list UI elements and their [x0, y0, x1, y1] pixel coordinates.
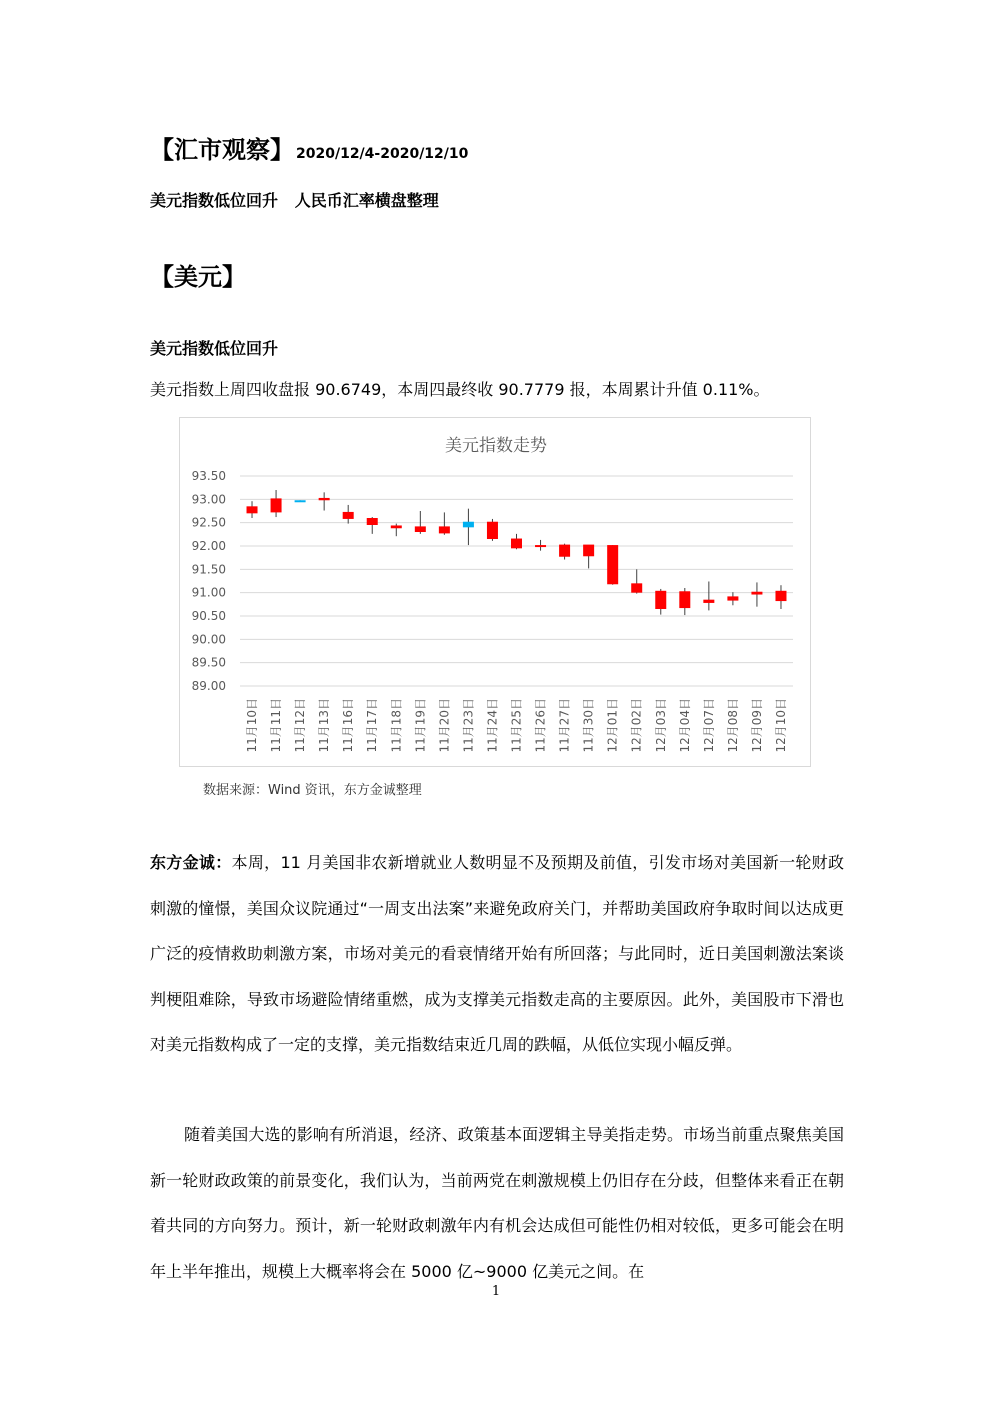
candle-body	[391, 525, 402, 528]
candle-body	[295, 500, 306, 502]
candle-body	[703, 600, 714, 603]
candle-body	[559, 545, 570, 557]
candle-body	[319, 498, 330, 500]
y-tick-label: 91.00	[191, 585, 226, 600]
candle-body	[367, 518, 378, 525]
candle	[511, 534, 522, 549]
x-tick-label: 11月10日	[245, 698, 260, 753]
x-tick-label: 12月08日	[725, 698, 740, 753]
candle-body	[535, 545, 546, 547]
candle-body	[271, 498, 282, 512]
candle	[367, 517, 378, 534]
candle	[631, 569, 642, 593]
x-tick-label: 11月13日	[317, 698, 332, 753]
subsection-title: 美元指数低位回升	[150, 339, 279, 358]
usd-index-chart	[179, 417, 811, 767]
y-tick-label: 92.50	[191, 515, 226, 530]
candle	[463, 509, 474, 545]
y-tick-label: 90.50	[191, 609, 226, 623]
candle	[583, 545, 594, 569]
intro-text: 美元指数上周四收盘报 90.6749，本周四最终收 90.7779 报，本周累计升值 0.11%。	[150, 380, 770, 399]
chart-candles	[247, 490, 787, 615]
candle	[703, 581, 714, 610]
x-tick-label: 11月12日	[293, 698, 308, 753]
candle-body	[727, 596, 738, 600]
candle-body	[343, 512, 354, 519]
x-tick-label: 11月25日	[509, 698, 524, 753]
x-tick-label: 11月18日	[389, 698, 404, 753]
x-tick-label: 12月09日	[749, 698, 764, 753]
page-number: 1	[491, 1284, 501, 1299]
x-tick-label: 11月17日	[365, 698, 380, 753]
chart-title: 美元指数走势	[445, 436, 547, 456]
section-title: 【美元】	[150, 263, 246, 291]
chart-canvas	[180, 418, 810, 766]
y-tick-label: 93.00	[191, 492, 226, 507]
heading-title: 【汇市观察】	[150, 136, 294, 164]
commentary-paragraph-2: 随着美国大选的影响有所消退，经济、政策基本面逻辑主导美指走势。市场当前重点聚焦美国新一轮财政政策的前景变化，我们认为，当前两党在刺激规模上仍旧存在分歧，但整体来看正在朝着共同的方向努力。预计，新一轮财政刺激年内有机会达成但可能性仍相对较低，更多可能会在明年上半年推出，规模上大概率将会在 5000 亿~9000 亿美元之间。在	[150, 1125, 844, 1281]
chart-y-axis	[192, 469, 226, 693]
candle-body	[751, 592, 762, 595]
commentary-lead: 东方金诚：	[150, 853, 232, 872]
candle	[271, 490, 282, 517]
heading-date-range: 2020/12/4-2020/12/10	[296, 146, 469, 162]
x-tick-label: 12月01日	[605, 698, 620, 753]
page-heading	[150, 130, 468, 165]
x-tick-label: 12月03日	[653, 698, 668, 753]
chart-x-axis	[245, 698, 788, 753]
candle	[295, 500, 306, 502]
y-tick-label: 89.00	[191, 679, 226, 693]
x-tick-label: 11月20日	[437, 698, 452, 753]
chart-gridlines	[240, 476, 793, 686]
y-tick-label: 92.00	[191, 539, 226, 553]
candle	[343, 505, 354, 524]
y-tick-label: 90.00	[191, 632, 226, 647]
candle-body	[583, 545, 594, 557]
candle-body	[463, 522, 474, 528]
x-tick-label: 11月19日	[413, 698, 428, 753]
commentary-paragraph-1	[150, 840, 844, 1068]
y-tick-label: 91.50	[191, 562, 226, 577]
commentary-text-1: 本周，11 月美国非农新增就业人数明显不及预期及前值，引发市场对美国新一轮财政刺激的憧憬，美国众议院通过“一周支出法案”来避免政府关门，并帮助美国政府争取时间以达成更广泛的疫情救助刺激方案，市场对美元的看衰情绪开始有所回落；与此同时，近日美国刺激法案谈判梗阻难除，导致市场避险情绪重燃，成为支撑美元指数走高的主要原因。此外，美国股市下滑也对美元指数构成了一定的支撑，美元指数结束近几周的跌幅，从低位实现小幅反弹。	[150, 853, 844, 1054]
x-tick-label: 11月26日	[533, 698, 548, 753]
candle	[655, 589, 666, 615]
candle-body	[511, 539, 522, 549]
candle	[559, 544, 570, 560]
data-source-note: 数据来源：Wind 资讯，东方金诚整理	[203, 783, 422, 798]
y-tick-label: 93.50	[191, 469, 226, 483]
x-tick-label: 11月24日	[485, 698, 500, 753]
x-tick-label: 11月23日	[461, 698, 476, 753]
x-tick-label: 12月04日	[677, 698, 692, 753]
x-tick-label: 11月11日	[269, 698, 284, 753]
candle	[679, 588, 690, 615]
x-tick-label: 12月02日	[629, 698, 644, 753]
report-subtitle: 美元指数低位回升 人民币汇率横盘整理	[150, 191, 439, 210]
candle	[775, 585, 786, 609]
candle-body	[415, 526, 426, 532]
candle-body	[679, 591, 690, 608]
candle	[439, 512, 450, 534]
candle-body	[487, 522, 498, 539]
x-tick-label: 12月07日	[701, 698, 716, 753]
x-tick-label: 12月10日	[773, 698, 788, 753]
candle	[487, 519, 498, 541]
candle-body	[655, 591, 666, 609]
y-tick-label: 89.50	[191, 655, 226, 670]
x-tick-label: 11月30日	[581, 698, 596, 753]
candle-body	[439, 526, 450, 533]
candle-body	[607, 545, 618, 584]
candle-body	[775, 591, 786, 601]
candle	[535, 540, 546, 551]
candle	[607, 545, 618, 585]
candle-body	[631, 583, 642, 592]
candle	[319, 492, 330, 510]
x-tick-label: 11月16日	[341, 698, 356, 753]
candle	[247, 501, 258, 518]
candle	[727, 592, 738, 605]
candle	[751, 582, 762, 606]
candle-body	[247, 506, 258, 513]
x-tick-label: 11月27日	[557, 698, 572, 753]
candle	[391, 524, 402, 537]
